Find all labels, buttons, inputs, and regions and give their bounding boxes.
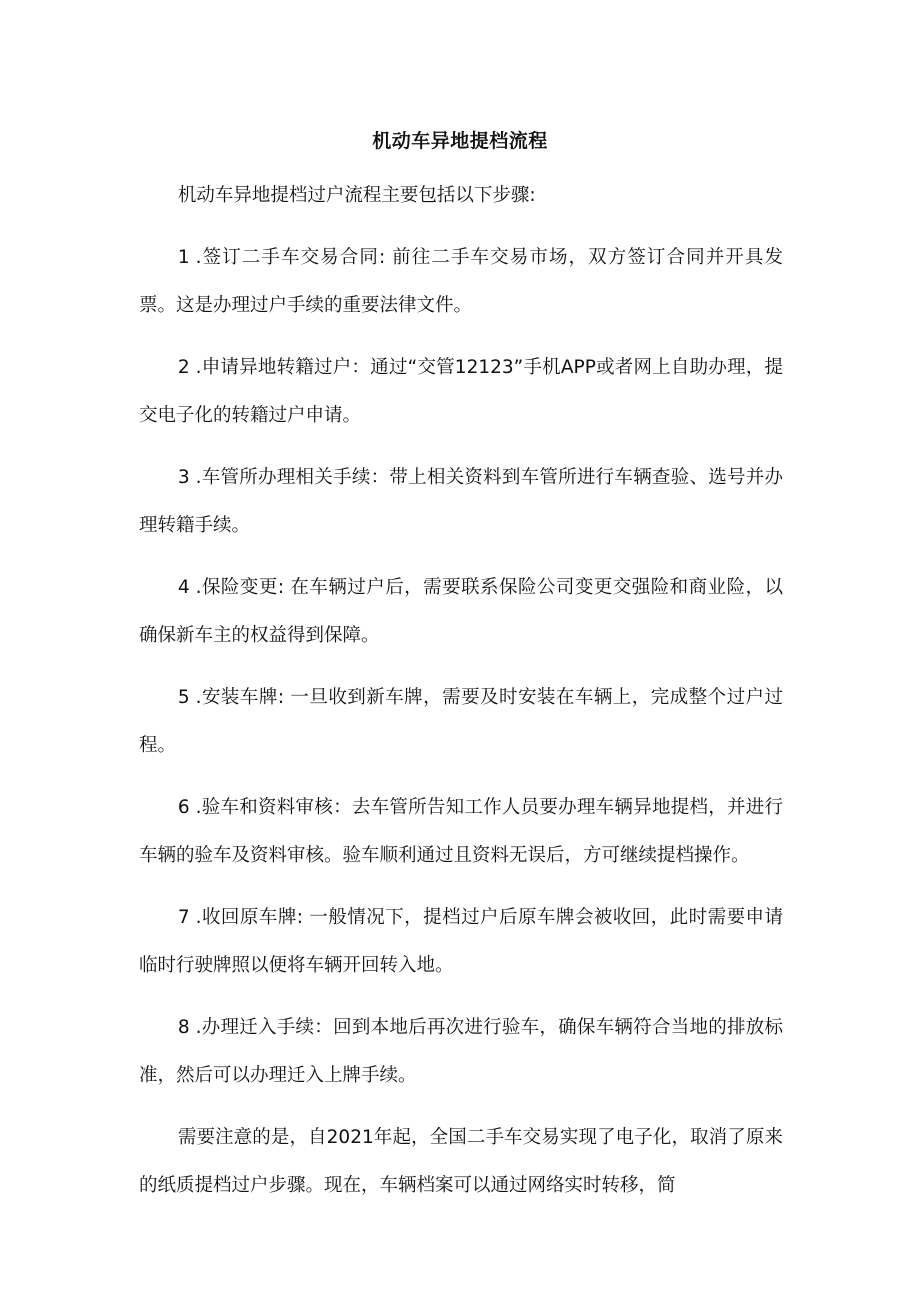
document-body xyxy=(139,172,783,1224)
step-paragraph-3 xyxy=(139,454,783,550)
step-number: 4 xyxy=(177,577,190,598)
step-paragraph-6 xyxy=(139,784,783,880)
step-number: 3 xyxy=(177,467,190,488)
step-paragraph-4 xyxy=(139,564,783,660)
step-text: .签订二手车交易合同: 前往二手车交易市场，双方签订合同并开具发票。这是办理过户手续的重要法律文件。 xyxy=(139,247,783,316)
step-number: 8 xyxy=(177,1017,190,1038)
step-number: 7 xyxy=(177,907,190,928)
closing-paragraph: 需要注意的是，自2021年起，全国二手车交易实现了电子化，取消了原来的纸质提档过户步骤。现在，车辆档案可以通过网络实时转移，简 xyxy=(139,1127,783,1196)
step-text: .车管所办理相关手续：带上相关资料到车管所进行车辆查验、选号并办理转籍手续。 xyxy=(139,467,783,536)
document-title: 机动车异地提档流程 xyxy=(372,130,548,152)
intro-paragraph: 机动车异地提档过户流程主要包括以下步骤: xyxy=(177,185,536,206)
step-number: 2 xyxy=(177,357,190,378)
step-text: .办理迁入手续：回到本地后再次进行验车，确保车辆符合当地的排放标准，然后可以办理迁入上牌手续。 xyxy=(139,1017,783,1086)
step-paragraph-8 xyxy=(139,1004,783,1100)
step-number: 1 xyxy=(177,247,190,268)
step-number: 5 xyxy=(177,687,190,708)
step-paragraph-1 xyxy=(139,234,783,330)
step-text: .申请异地转籍过户：通过“交管12123”手机APP或者网上自助办理，提交电子化的转籍过户申请。 xyxy=(139,357,783,426)
step-number: 6 xyxy=(177,797,190,818)
step-text: .验车和资料审核：去车管所告知工作人员要办理车辆异地提档，并进行车辆的验车及资料审核。验车顺利通过且资料无误后，方可继续提档操作。 xyxy=(139,797,783,866)
step-text: .安装车牌: 一旦收到新车牌，需要及时安装在车辆上，完成整个过户过程。 xyxy=(139,687,783,756)
step-text: .保险变更: 在车辆过户后，需要联系保险公司变更交强险和商业险，以确保新车主的权益得到保障。 xyxy=(139,577,783,646)
step-paragraph-7 xyxy=(139,894,783,990)
step-paragraph-5 xyxy=(139,674,783,770)
step-text: .收回原车牌: 一般情况下，提档过户后原车牌会被收回，此时需要申请临时行驶牌照以便将车辆开回转入地。 xyxy=(139,907,783,976)
step-paragraph-2 xyxy=(139,344,783,440)
